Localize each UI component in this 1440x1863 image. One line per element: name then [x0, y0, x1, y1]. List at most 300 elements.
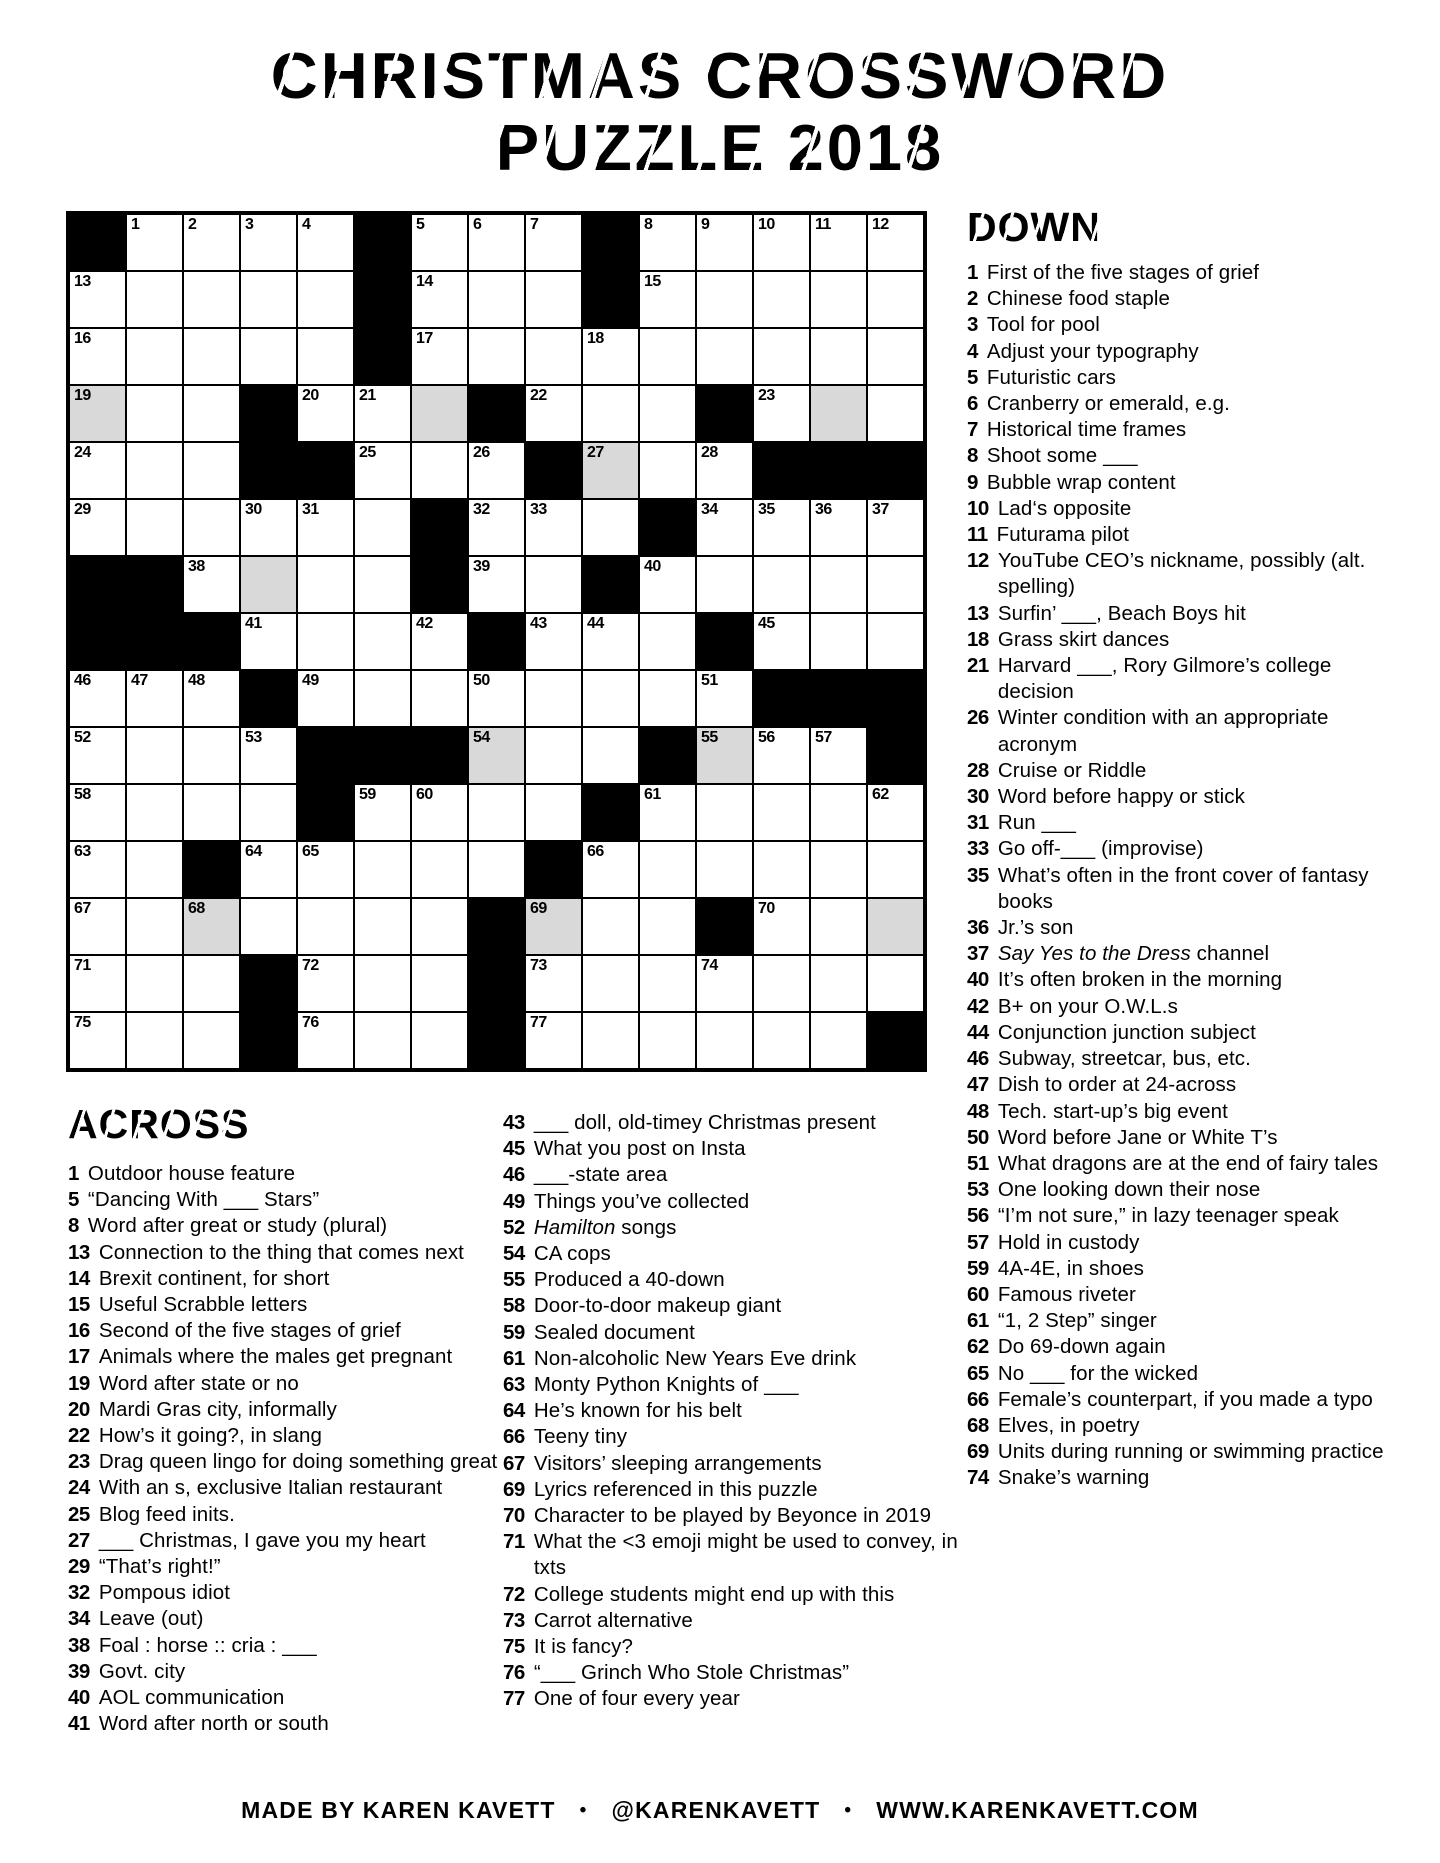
answer-cell[interactable]	[412, 215, 467, 270]
answer-cell[interactable]	[184, 272, 239, 327]
cell-number: 42	[416, 615, 433, 632]
answer-cell[interactable]	[811, 842, 866, 897]
answer-cell[interactable]	[526, 386, 581, 441]
clue-text: Govt. city	[98, 1659, 186, 1683]
answer-cell[interactable]	[583, 956, 638, 1011]
answer-cell[interactable]	[640, 272, 695, 327]
answer-cell[interactable]	[754, 956, 809, 1011]
answer-cell[interactable]	[127, 272, 182, 327]
answer-cell[interactable]	[298, 956, 353, 1011]
answer-cell[interactable]	[412, 956, 467, 1011]
clue	[967, 705, 1391, 757]
cell-number: 52	[74, 729, 91, 746]
answer-cell[interactable]	[526, 671, 581, 726]
answer-cell[interactable]	[868, 785, 923, 840]
answer-cell[interactable]	[70, 500, 125, 555]
answer-cell[interactable]	[868, 614, 923, 669]
answer-cell[interactable]	[754, 899, 809, 954]
answer-cell[interactable]	[241, 728, 296, 783]
clue-text: Winter condition with an appropriate acronym	[997, 706, 1329, 756]
answer-cell[interactable]	[355, 956, 410, 1011]
answer-cell[interactable]	[811, 899, 866, 954]
answer-cell[interactable]	[811, 1013, 866, 1068]
answer-cell[interactable]	[184, 1013, 239, 1068]
answer-cell[interactable]	[697, 956, 752, 1011]
answer-cell[interactable]	[583, 728, 638, 783]
answer-cell[interactable]	[184, 215, 239, 270]
clue-text: Adjust your typography	[986, 339, 1199, 363]
clue	[967, 286, 1391, 312]
clue-text: “I’m not sure,” in lazy teenager speak	[997, 1204, 1339, 1228]
answer-cell[interactable]	[355, 443, 410, 498]
clue-number: 36	[967, 916, 989, 940]
answer-cell[interactable]	[184, 386, 239, 441]
cell-number: 50	[473, 672, 490, 689]
cell-number: 25	[359, 444, 376, 461]
clue	[68, 1606, 508, 1632]
answer-cell[interactable]	[640, 842, 695, 897]
clue	[503, 1189, 961, 1215]
answer-cell[interactable]	[697, 329, 752, 384]
answer-cell[interactable]	[184, 443, 239, 498]
black-cell	[583, 557, 638, 612]
clue-text: No ___ for the wicked	[997, 1361, 1199, 1385]
answer-cell[interactable]	[697, 1013, 752, 1068]
shaded-answer-cell[interactable]	[697, 728, 752, 783]
clue-text: Hold in custody	[997, 1230, 1140, 1254]
answer-cell[interactable]	[811, 557, 866, 612]
answer-cell[interactable]	[640, 1013, 695, 1068]
clue-number: 21	[967, 654, 989, 678]
shaded-answer-cell[interactable]	[469, 728, 524, 783]
answer-cell[interactable]	[70, 671, 125, 726]
answer-cell[interactable]	[127, 728, 182, 783]
answer-cell[interactable]	[754, 329, 809, 384]
answer-cell[interactable]	[469, 842, 524, 897]
clue-text: Produced a 40-down	[533, 1268, 725, 1292]
clue	[967, 1361, 1391, 1387]
cell-number: 30	[245, 501, 262, 518]
answer-cell[interactable]	[127, 329, 182, 384]
black-cell	[868, 671, 923, 726]
shaded-answer-cell[interactable]	[868, 899, 923, 954]
clue	[68, 1502, 508, 1528]
answer-cell[interactable]	[298, 671, 353, 726]
across-header: ACROSS	[68, 1101, 250, 1147]
answer-cell[interactable]	[526, 785, 581, 840]
clue-text: Non-alcoholic New Years Eve drink	[533, 1346, 857, 1370]
clue	[68, 1528, 508, 1554]
answer-cell[interactable]	[469, 215, 524, 270]
answer-cell[interactable]	[127, 215, 182, 270]
clue	[68, 1292, 508, 1318]
answer-cell[interactable]	[127, 899, 182, 954]
black-cell	[697, 386, 752, 441]
answer-cell[interactable]	[298, 386, 353, 441]
clue-text: YouTube CEO’s nickname, possibly (alt. spelling)	[997, 549, 1366, 599]
crossword-grid	[66, 211, 927, 1072]
clue-number: 67	[503, 1451, 525, 1475]
black-cell	[241, 386, 296, 441]
clue-number: 32	[68, 1581, 90, 1605]
cell-number: 70	[758, 900, 775, 917]
answer-cell[interactable]	[583, 899, 638, 954]
answer-cell[interactable]	[70, 956, 125, 1011]
answer-cell[interactable]	[754, 785, 809, 840]
cell-number: 39	[473, 558, 490, 575]
clue-number: 71	[503, 1530, 525, 1554]
answer-cell[interactable]	[697, 842, 752, 897]
shaded-answer-cell[interactable]	[184, 899, 239, 954]
answer-cell[interactable]	[868, 956, 923, 1011]
answer-cell[interactable]	[127, 785, 182, 840]
clue-number: 11	[967, 523, 988, 547]
shaded-answer-cell[interactable]	[241, 557, 296, 612]
clue-number: 29	[68, 1555, 90, 1579]
answer-cell[interactable]	[640, 557, 695, 612]
answer-cell[interactable]	[640, 956, 695, 1011]
answer-cell[interactable]	[355, 899, 410, 954]
clue-number: 68	[967, 1413, 989, 1437]
answer-cell[interactable]	[298, 842, 353, 897]
clue	[503, 1686, 961, 1712]
answer-cell[interactable]	[70, 443, 125, 498]
answer-cell[interactable]	[754, 614, 809, 669]
clue-number: 8	[68, 1214, 79, 1238]
clue-text: “That’s right!”	[98, 1555, 221, 1579]
answer-cell[interactable]	[298, 272, 353, 327]
cell-number: 14	[416, 273, 433, 290]
answer-cell[interactable]	[640, 671, 695, 726]
clue	[967, 260, 1391, 286]
cell-number: 76	[302, 1014, 319, 1031]
answer-cell[interactable]	[640, 785, 695, 840]
clue	[967, 1230, 1391, 1256]
clue	[68, 1240, 508, 1266]
footer-made-by: MADE BY KAREN KAVETT	[241, 1797, 556, 1823]
clue	[967, 1439, 1391, 1465]
answer-cell[interactable]	[70, 785, 125, 840]
shaded-answer-cell[interactable]	[526, 899, 581, 954]
answer-cell[interactable]	[469, 443, 524, 498]
clue-number: 4	[967, 339, 978, 363]
answer-cell[interactable]	[355, 614, 410, 669]
answer-cell[interactable]	[184, 500, 239, 555]
cell-number: 3	[245, 216, 254, 233]
answer-cell[interactable]	[868, 842, 923, 897]
clue	[967, 836, 1391, 862]
answer-cell[interactable]	[526, 557, 581, 612]
clue-text: Go off-___ (improvise)	[997, 837, 1204, 861]
answer-cell[interactable]	[298, 899, 353, 954]
clue-text: Door-to-door makeup giant	[533, 1294, 782, 1318]
answer-cell[interactable]	[355, 386, 410, 441]
answer-cell[interactable]	[469, 329, 524, 384]
clue	[967, 312, 1391, 338]
answer-cell[interactable]	[469, 785, 524, 840]
answer-cell[interactable]	[697, 671, 752, 726]
answer-cell[interactable]	[241, 329, 296, 384]
shaded-answer-cell[interactable]	[811, 386, 866, 441]
answer-cell[interactable]	[241, 272, 296, 327]
across-clue-list-column-1	[68, 1161, 508, 1737]
clue-text: Second of the five stages of grief	[98, 1319, 401, 1343]
answer-cell[interactable]	[526, 215, 581, 270]
answer-cell[interactable]	[811, 614, 866, 669]
answer-cell[interactable]	[355, 671, 410, 726]
answer-cell[interactable]	[241, 842, 296, 897]
clue-number: 3	[967, 313, 978, 337]
clue-number: 73	[503, 1608, 525, 1632]
clue-text: Mardi Gras city, informally	[98, 1397, 337, 1421]
answer-cell[interactable]	[412, 272, 467, 327]
black-cell	[184, 614, 239, 669]
answer-cell[interactable]	[412, 329, 467, 384]
answer-cell[interactable]	[640, 386, 695, 441]
answer-cell[interactable]	[298, 500, 353, 555]
answer-cell[interactable]	[697, 500, 752, 555]
answer-cell[interactable]	[697, 272, 752, 327]
answer-cell[interactable]	[640, 329, 695, 384]
answer-cell[interactable]	[298, 614, 353, 669]
answer-cell[interactable]	[811, 329, 866, 384]
answer-cell[interactable]	[811, 215, 866, 270]
clue	[967, 1334, 1391, 1360]
answer-cell[interactable]	[754, 842, 809, 897]
answer-cell[interactable]	[526, 728, 581, 783]
answer-cell[interactable]	[583, 842, 638, 897]
clue	[967, 1020, 1391, 1046]
clue-number: 44	[967, 1020, 989, 1044]
answer-cell[interactable]	[754, 272, 809, 327]
clue-number: 34	[68, 1607, 90, 1631]
answer-cell[interactable]	[184, 728, 239, 783]
answer-cell[interactable]	[184, 557, 239, 612]
answer-cell[interactable]	[127, 386, 182, 441]
clue-number: 66	[503, 1425, 525, 1449]
clue-text: Visitors’ sleeping arrangements	[533, 1451, 822, 1475]
answer-cell[interactable]	[127, 956, 182, 1011]
clue-number: 37	[967, 942, 989, 966]
answer-cell[interactable]	[583, 614, 638, 669]
clue-text: CA cops	[533, 1242, 611, 1266]
clue-text: What’s often in the front cover of fantasy books	[997, 863, 1369, 913]
answer-cell[interactable]	[298, 557, 353, 612]
cell-number: 10	[758, 216, 775, 233]
black-cell	[355, 728, 410, 783]
answer-cell[interactable]	[241, 614, 296, 669]
answer-cell[interactable]	[697, 215, 752, 270]
answer-cell[interactable]	[583, 671, 638, 726]
black-cell	[583, 215, 638, 270]
cell-number: 18	[587, 330, 604, 347]
answer-cell[interactable]	[526, 956, 581, 1011]
answer-cell[interactable]	[868, 215, 923, 270]
answer-cell[interactable]	[868, 272, 923, 327]
answer-cell[interactable]	[469, 557, 524, 612]
clue	[68, 1554, 508, 1580]
clue-number: 59	[503, 1320, 525, 1344]
answer-cell[interactable]	[868, 329, 923, 384]
answer-cell[interactable]	[811, 272, 866, 327]
shaded-answer-cell[interactable]	[70, 386, 125, 441]
clue-text: Teeny tiny	[533, 1425, 628, 1449]
answer-cell[interactable]	[298, 1013, 353, 1068]
answer-cell[interactable]	[640, 443, 695, 498]
answer-cell[interactable]	[583, 386, 638, 441]
clue-text: “___ Grinch Who Stole Christmas”	[533, 1661, 850, 1685]
answer-cell[interactable]	[355, 557, 410, 612]
cell-number: 22	[530, 387, 547, 404]
cell-number: 2	[188, 216, 197, 233]
clue	[68, 1266, 508, 1292]
answer-cell[interactable]	[412, 842, 467, 897]
answer-cell[interactable]	[70, 329, 125, 384]
answer-cell[interactable]	[526, 500, 581, 555]
answer-cell[interactable]	[754, 1013, 809, 1068]
answer-cell[interactable]	[70, 899, 125, 954]
clue	[967, 810, 1391, 836]
answer-cell[interactable]	[127, 1013, 182, 1068]
clue-number: 7	[967, 418, 978, 442]
answer-cell[interactable]	[868, 386, 923, 441]
answer-cell[interactable]	[526, 329, 581, 384]
answer-cell[interactable]	[640, 614, 695, 669]
answer-cell[interactable]	[697, 443, 752, 498]
answer-cell[interactable]	[412, 614, 467, 669]
answer-cell[interactable]	[526, 1013, 581, 1068]
answer-cell[interactable]	[583, 500, 638, 555]
shaded-answer-cell[interactable]	[583, 443, 638, 498]
cell-number: 26	[473, 444, 490, 461]
answer-cell[interactable]	[127, 500, 182, 555]
clue-text: Harvard ___, Rory Gilmore’s college decision	[997, 654, 1332, 704]
answer-cell[interactable]	[355, 842, 410, 897]
answer-cell[interactable]	[469, 272, 524, 327]
answer-cell[interactable]	[184, 671, 239, 726]
answer-cell[interactable]	[298, 329, 353, 384]
answer-cell[interactable]	[697, 557, 752, 612]
cell-number: 16	[74, 330, 91, 347]
clue	[967, 967, 1391, 993]
answer-cell[interactable]	[640, 215, 695, 270]
answer-cell[interactable]	[811, 785, 866, 840]
answer-cell[interactable]	[355, 1013, 410, 1068]
title-line-1: CHRISTMAS CROSSWORD	[0, 40, 1440, 112]
answer-cell[interactable]	[526, 272, 581, 327]
answer-cell[interactable]	[469, 500, 524, 555]
answer-cell[interactable]	[241, 785, 296, 840]
answer-cell[interactable]	[697, 785, 752, 840]
clue	[967, 470, 1391, 496]
clue-text: Snake’s warning	[997, 1466, 1150, 1490]
answer-cell[interactable]	[70, 272, 125, 327]
answer-cell[interactable]	[469, 671, 524, 726]
answer-cell[interactable]	[241, 215, 296, 270]
answer-cell[interactable]	[127, 842, 182, 897]
cell-number: 73	[530, 957, 547, 974]
answer-cell[interactable]	[640, 899, 695, 954]
answer-cell[interactable]	[754, 386, 809, 441]
cell-number: 4	[302, 216, 311, 233]
answer-cell[interactable]	[298, 215, 353, 270]
clue-number: 13	[967, 601, 989, 625]
clue	[967, 1099, 1391, 1125]
clue	[68, 1423, 508, 1449]
black-cell	[355, 272, 410, 327]
answer-cell[interactable]	[811, 728, 866, 783]
cell-number: 47	[131, 672, 148, 689]
clue-number: 48	[967, 1099, 989, 1123]
answer-cell[interactable]	[583, 1013, 638, 1068]
answer-cell[interactable]	[754, 728, 809, 783]
answer-cell[interactable]	[241, 899, 296, 954]
answer-cell[interactable]	[868, 557, 923, 612]
answer-cell[interactable]	[355, 785, 410, 840]
clue-text: Cranberry or emerald, e.g.	[986, 392, 1230, 416]
answer-cell[interactable]	[241, 500, 296, 555]
clue-text: Word after great or study (plural)	[87, 1214, 388, 1238]
answer-cell[interactable]	[70, 728, 125, 783]
answer-cell[interactable]	[412, 899, 467, 954]
answer-cell[interactable]	[526, 614, 581, 669]
clue	[967, 1256, 1391, 1282]
clue	[503, 1451, 961, 1477]
answer-cell[interactable]	[70, 1013, 125, 1068]
answer-cell[interactable]	[754, 557, 809, 612]
answer-cell[interactable]	[754, 500, 809, 555]
answer-cell[interactable]	[412, 443, 467, 498]
answer-cell[interactable]	[754, 215, 809, 270]
answer-cell[interactable]	[127, 671, 182, 726]
clue-number: 18	[967, 627, 989, 651]
cell-number: 8	[644, 216, 653, 233]
black-cell	[868, 728, 923, 783]
clue-text: Shoot some ___	[986, 444, 1138, 468]
answer-cell[interactable]	[868, 500, 923, 555]
answer-cell[interactable]	[184, 956, 239, 1011]
answer-cell[interactable]	[811, 956, 866, 1011]
clue	[68, 1659, 508, 1685]
clue-number: 14	[68, 1266, 90, 1290]
answer-cell[interactable]	[184, 329, 239, 384]
answer-cell[interactable]	[583, 329, 638, 384]
shaded-answer-cell[interactable]	[412, 386, 467, 441]
clue-number: 51	[967, 1151, 989, 1175]
clue-number: 30	[967, 785, 989, 809]
black-cell	[184, 842, 239, 897]
answer-cell[interactable]	[127, 443, 182, 498]
clue	[967, 1203, 1391, 1229]
clue	[967, 391, 1391, 417]
clue-number: 10	[967, 496, 989, 520]
clue	[68, 1685, 508, 1711]
answer-cell[interactable]	[355, 500, 410, 555]
answer-cell[interactable]	[811, 500, 866, 555]
answer-cell[interactable]	[184, 785, 239, 840]
answer-cell[interactable]	[412, 1013, 467, 1068]
clue-text: What you post on Insta	[533, 1137, 746, 1161]
cell-number: 66	[587, 843, 604, 860]
clue-number: 24	[68, 1476, 90, 1500]
clue-number: 22	[68, 1424, 90, 1448]
clue-number: 54	[503, 1242, 525, 1266]
black-cell	[583, 785, 638, 840]
answer-cell[interactable]	[412, 785, 467, 840]
answer-cell[interactable]	[70, 842, 125, 897]
answer-cell[interactable]	[412, 671, 467, 726]
black-cell	[868, 443, 923, 498]
